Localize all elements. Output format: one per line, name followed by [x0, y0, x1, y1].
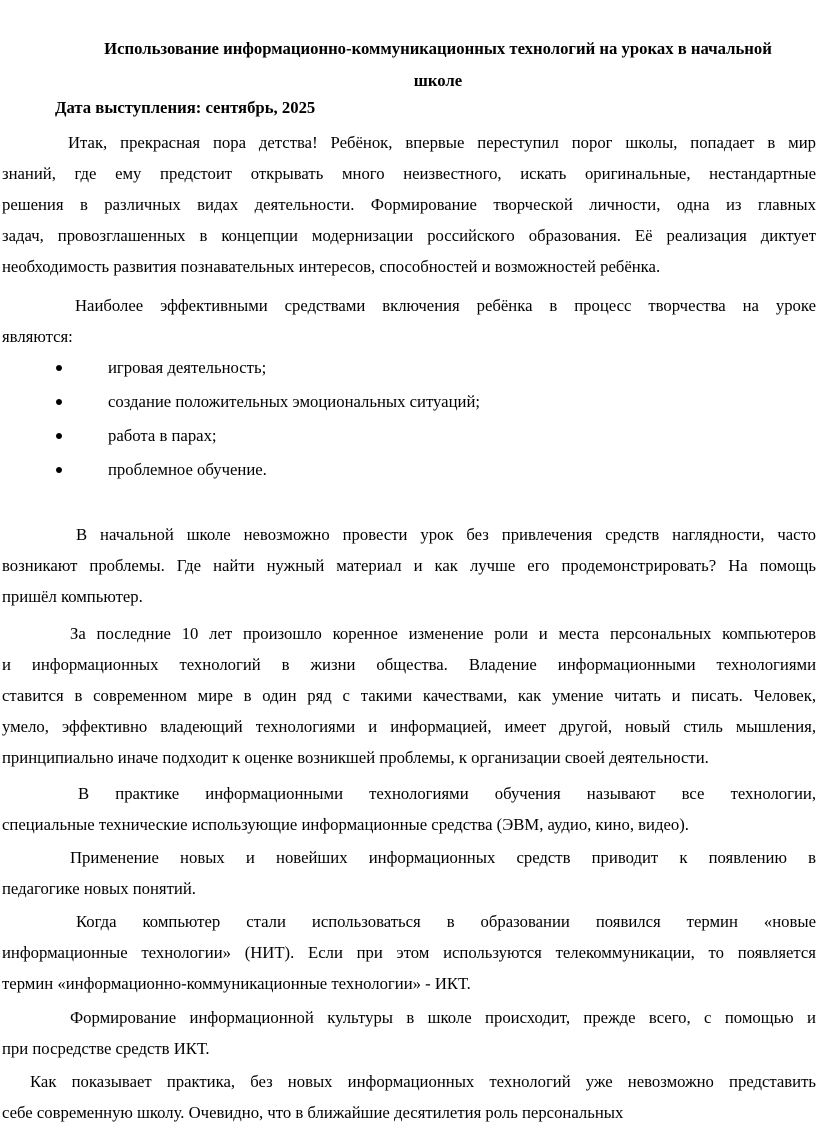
paragraph-4	[2, 618, 816, 773]
paragraph-line: Итак, прекрасная пора детства! Ребёнок, впервые переступил порог школы, попадает в мир	[68, 133, 816, 152]
paragraph-line: умело, эффективно владеющий технологиями и информацией, имеет другой, новый стиль мышления,	[2, 717, 816, 736]
paragraph-line: знаний, где ему предстоит открывать много неизвестного, искать оригинальные, нестандартные	[2, 164, 816, 183]
paragraph-line: задач, провозглашенных в концепции модернизации российского образования. Её реализация диктует	[2, 226, 816, 245]
paragraph-line: информационные технологии» (НИТ). Если при этом используются телекоммуникации, то появляется	[2, 943, 816, 962]
paragraph-7	[2, 906, 816, 999]
paragraph-line: возникают проблемы. Где найти нужный материал и как лучше его продемонстрировать? На помощь	[2, 556, 816, 575]
bullet-icon	[56, 467, 62, 473]
paragraph-line: ставится в современном мире в один ряд с такими качествами, как умение читать и писать. Человек,	[2, 686, 816, 705]
presentation-date: Дата выступления: сентябрь, 2025	[55, 98, 316, 117]
paragraph-line: пришёл компьютер.	[2, 587, 143, 606]
paragraph-line: себе современную школу. Очевидно, что в ближайшие десятилетия роль персональных	[2, 1103, 624, 1122]
paragraph-8	[2, 1002, 816, 1064]
list-item-text: игровая деятельность;	[108, 358, 267, 377]
paragraph-9	[2, 1066, 816, 1128]
paragraph-line: принципиально иначе подходит к оценке возникшей проблемы, к организации своей деятельности.	[2, 748, 709, 767]
bullet-icon	[56, 399, 62, 405]
list-item	[0, 352, 816, 386]
paragraph-line: специальные технические использующие информационные средства (ЭВМ, аудио, кино, видео).	[2, 815, 689, 834]
bullet-list	[0, 352, 816, 488]
paragraph-line: необходимость развития познавательных интересов, способностей и возможностей ребёнка.	[2, 257, 661, 276]
title-line-1: Использование информационно-коммуникационных технологий на уроках в начальной	[104, 39, 772, 58]
list-item	[0, 454, 816, 488]
paragraph-line: В начальной школе невозможно провести урок без привлечения средств наглядности, часто	[76, 525, 816, 544]
paragraph-line: и информационных технологий в жизни общества. Владение информационными технологиями	[2, 655, 816, 674]
bullet-icon	[56, 433, 62, 439]
paragraph-line: Наиболее эффективными средствами включения ребёнка в процесс творчества на уроке	[75, 296, 816, 315]
paragraph-5	[2, 778, 816, 840]
paragraph-line: при посредстве средств ИКТ.	[2, 1039, 210, 1058]
bullet-icon	[56, 365, 62, 371]
paragraph-line: В практике информационными технологиями обучения называют все технологии,	[78, 784, 816, 803]
paragraph-2	[2, 290, 816, 352]
list-item	[0, 386, 816, 420]
list-item-text: работа в парах;	[108, 426, 217, 445]
paragraph-line: Как показывает практика, без новых информационных технологий уже невозможно представить	[30, 1072, 816, 1091]
paragraph-line: педагогике новых понятий.	[2, 879, 196, 898]
list-item-text: проблемное обучение.	[108, 460, 267, 479]
paragraph-3	[2, 519, 816, 612]
paragraph-1	[2, 127, 816, 282]
list-item	[0, 420, 816, 454]
paragraph-line: решения в различных видах деятельности. Формирование творческой личности, одна из главных	[2, 195, 816, 214]
paragraph-line: За последние 10 лет произошло коренное изменение роли и места персональных компьютеров	[70, 624, 816, 643]
list-item-text: создание положительных эмоциональных ситуаций;	[108, 392, 481, 411]
paragraph-6	[2, 842, 816, 904]
paragraph-line: Применение новых и новейших информационных средств приводит к появлению в	[70, 848, 816, 867]
title-line-2: школе	[413, 71, 463, 90]
paragraph-line: Когда компьютер стали использоваться в образовании появился термин «новые	[76, 912, 816, 931]
document-title	[0, 33, 816, 97]
paragraph-line: являются:	[2, 327, 73, 346]
paragraph-line: Формирование информационной культуры в школе происходит, прежде всего, с помощью и	[70, 1008, 816, 1027]
paragraph-line: термин «информационно-коммуникационные технологии» - ИКТ.	[2, 974, 471, 993]
